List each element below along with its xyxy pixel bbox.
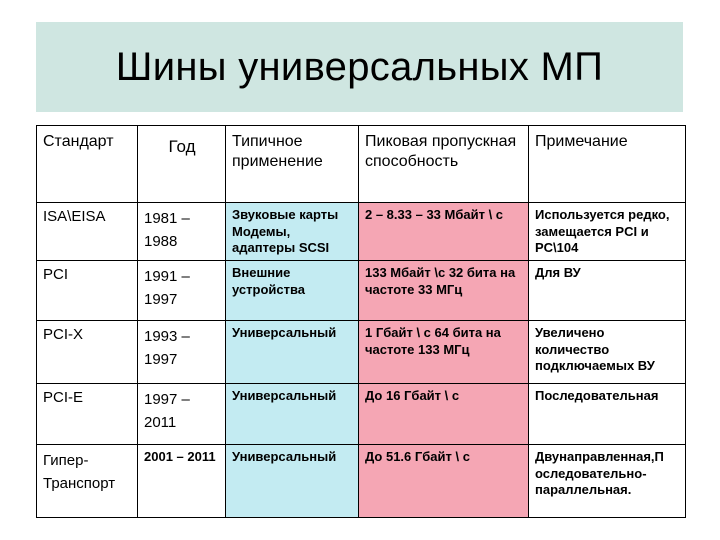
- cell-year: 1991 – 1997: [138, 261, 226, 321]
- table-row: [37, 203, 686, 261]
- cell-standard: PCI-E: [37, 384, 138, 445]
- cell-year: 1981 – 1988: [138, 203, 226, 261]
- cell-note: Двунаправленная,П оследовательно-параллельная.: [529, 445, 686, 518]
- cell-year: 1993 – 1997: [138, 321, 226, 384]
- table-row: [37, 384, 686, 445]
- cell-standard: PCI: [37, 261, 138, 321]
- table-row: [37, 321, 686, 384]
- cell-application: Универсальный: [226, 321, 359, 384]
- cell-standard: ISA\EISA: [37, 203, 138, 261]
- cell-application: Звуковые карты Модемы, адаптеры SCSI: [226, 203, 359, 261]
- bus-table: [36, 125, 686, 518]
- cell-bandwidth: 2 – 8.33 – 33 Мбайт \ с: [359, 203, 529, 261]
- header-bandwidth: Пиковая пропускная способность: [359, 126, 529, 203]
- cell-standard: Гипер-Транспорт: [37, 445, 138, 518]
- header-standard: Стандарт: [37, 126, 138, 203]
- cell-application: Внешние устройства: [226, 261, 359, 321]
- cell-bandwidth: 1 Гбайт \ с 64 бита на частоте 133 МГц: [359, 321, 529, 384]
- table-row: [37, 261, 686, 321]
- cell-application: Универсальный: [226, 384, 359, 445]
- cell-note: Последовательная: [529, 384, 686, 445]
- cell-application: Универсальный: [226, 445, 359, 518]
- table-row: [37, 445, 686, 518]
- cell-standard: PCI-X: [37, 321, 138, 384]
- cell-bandwidth: 133 Мбайт \с 32 бита на частоте 33 МГц: [359, 261, 529, 321]
- header-note: Примечание: [529, 126, 686, 203]
- cell-year: 2001 – 2011: [138, 445, 226, 518]
- header-row: [37, 126, 686, 203]
- cell-note: Используется редко, замещается PCI и PC\104: [529, 203, 686, 261]
- cell-bandwidth: До 51.6 Гбайт \ с: [359, 445, 529, 518]
- title-band: [36, 22, 683, 112]
- cell-year: 1997 – 2011: [138, 384, 226, 445]
- cell-note: Для ВУ: [529, 261, 686, 321]
- header-application: Типичное применение: [226, 126, 359, 203]
- header-year: Год: [138, 126, 226, 203]
- cell-note: Увеличено количество подключаемых ВУ: [529, 321, 686, 384]
- slide-title: Шины универсальных МП: [115, 44, 604, 89]
- cell-bandwidth: До 16 Гбайт \ с: [359, 384, 529, 445]
